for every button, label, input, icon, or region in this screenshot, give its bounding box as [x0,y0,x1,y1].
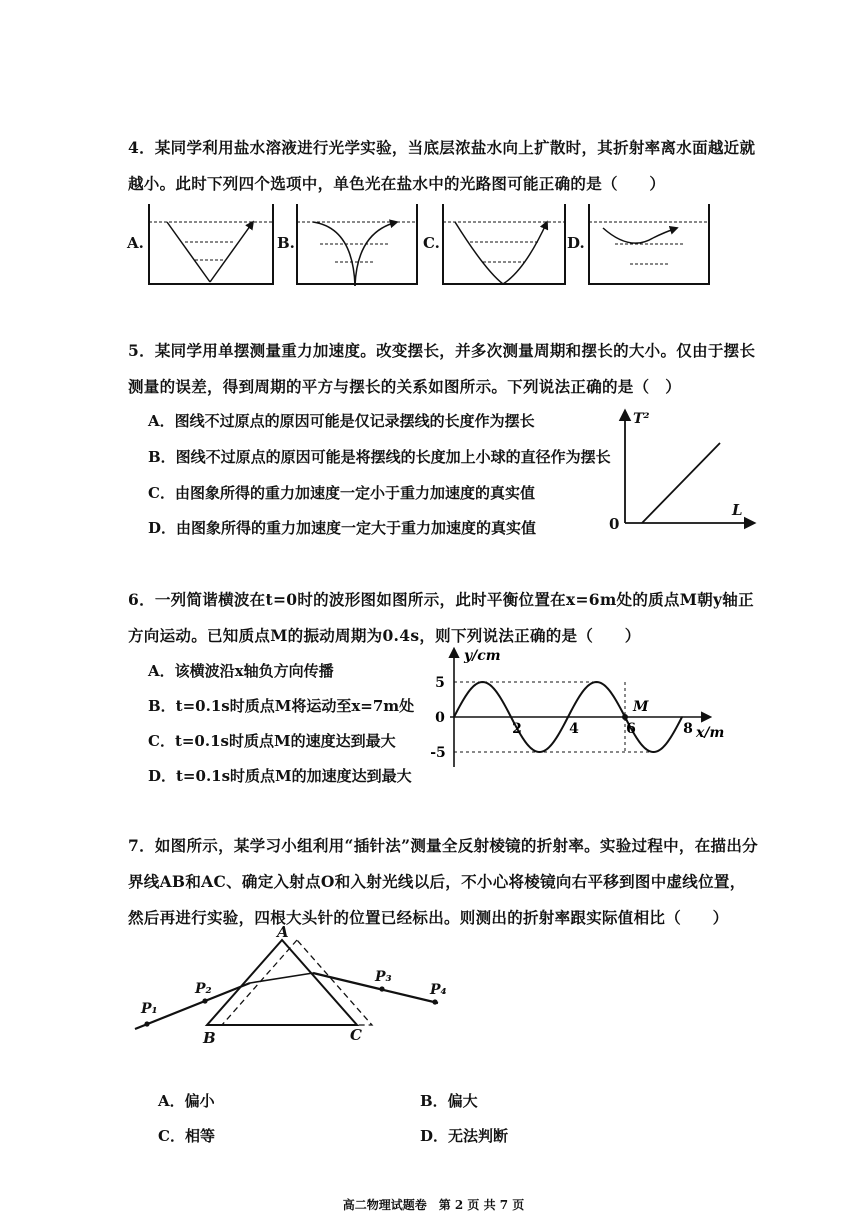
q4-diagram-b [297,204,417,286]
q6-y-axis-label: y/cm [464,648,501,664]
q4-stem-line2: 越小。此时下列四个选项中，单色光在盐水中的光路图可能正确的是（ ） [128,174,666,193]
q6-option-a: A．该横波沿x轴负方向传播 [148,662,334,680]
q6-wave-chart [420,645,730,775]
q6-data-point [567,716,569,718]
q4-diagram-d [589,204,709,284]
q6-y-tick-label: 0 [435,710,445,726]
q4-option-b-label: B. [277,234,295,252]
q7-label-p2: P₂ [195,981,212,997]
q7-stem-line2: 界线AB和AC、确定入射点O和入射光线以后，不小心将棱镜向右平移到图中虚线位置， [128,872,746,891]
q6-x-axis-label: x/m [696,725,725,741]
q6-data-point [510,716,512,718]
q4-option-a-label: A. [127,234,144,252]
q6-y-tick-label: 5 [435,675,445,691]
q6-x-tick-label: 4 [569,721,579,737]
q6-data-point [681,716,683,718]
q6-option-b: B．t=0.1s时质点M将运动至x=7m处 [148,697,415,715]
q7-option-c: C．相等 [158,1127,215,1145]
q6-data-point [539,751,541,753]
q5-y-label: T² [633,411,650,427]
q7-option-a: A．偏小 [158,1092,215,1110]
q5-stem-line2: 测量的误差，得到周期的平方与摆长的关系如图所示。下列说法正确的是（ ） [128,377,682,396]
q5-option-d: D．由图象所得的重力加速度一定大于重力加速度的真实值 [148,519,537,537]
q7-label-p4: P₄ [430,982,447,998]
q7-label-b: B [203,1029,216,1047]
q7-label-p1: P₁ [141,1001,158,1017]
q4-figure-row [125,200,725,292]
q6-point-m [622,714,628,720]
q6-x-tick-label: 6 [626,721,636,737]
q5-option-c: C．由图象所得的重力加速度一定小于重力加速度的真实值 [148,484,535,502]
q6-stem-line2: 方向运动。已知质点M的振动周期为0.4s，则下列说法正确的是（ ） [128,626,641,645]
q6-point-m-label: M [633,699,649,715]
q7-label-a: A [277,923,289,941]
q4-option-c-label: C. [423,234,440,252]
q6-option-d: D．t=0.1s时质点M的加速度达到最大 [148,767,412,785]
q7-label-p3: P₃ [375,969,392,985]
q6-wave-chart-svg [420,645,730,775]
q7-pin-p1 [144,1021,149,1026]
q7-internal-ray [250,973,313,983]
q6-y-tick-label: -5 [430,745,446,761]
q6-data-point [596,681,598,683]
q7-pin-p2 [202,998,207,1003]
q6-data-point [653,751,655,753]
q5-origin-label: 0 [609,515,620,533]
q6-data-point [453,716,455,718]
q7-stem-line3: 然后再进行实验，四根大头针的位置已经标出。则测出的折射率跟实际值相比（ ） [128,908,729,927]
q4-diagram-a [149,204,273,284]
q7-pin-p4 [432,999,437,1004]
q5-plot-line [642,443,720,523]
q7-stem-line1: 7．如图所示，某学习小组利用“插针法”测量全反射棱镜的折射率。实验过程中，在描出分 [128,836,758,855]
q7-option-d: D．无法判断 [420,1127,509,1145]
q6-x-tick-label: 2 [512,721,522,737]
q6-data-point [482,681,484,683]
q6-option-c: C．t=0.1s时质点M的速度达到最大 [148,732,396,750]
q4-option-d-label: D. [567,234,585,252]
q5-graph [600,405,760,535]
q7-prism-figure [125,925,465,1050]
q5-option-a: A．图线不过原点的原因可能是仅记录摆线的长度作为摆长 [148,412,535,430]
q4-diagram-c [443,204,565,284]
q7-option-b: B．偏大 [420,1092,478,1110]
q5-stem-line1: 5．某同学用单摆测量重力加速度。改变摆长，并多次测量周期和摆长的大小。仅由于摆长 [128,341,756,360]
q7-label-c: C [350,1026,362,1044]
q5-x-label: L [732,501,743,519]
page-footer: 高二物理试题卷 第 2 页 共 7 页 [342,1198,525,1212]
q5-option-b: B．图线不过原点的原因可能是将摆线的长度加上小球的直径作为摆长 [148,448,611,466]
q4-stem-line1: 4．某同学利用盐水溶液进行光学实验，当底层浓盐水向上扩散时，其折射率离水面越近就 [128,138,756,157]
q7-pin-p3 [379,986,384,991]
q7-prism-svg [125,925,465,1050]
q6-stem-line1: 6．一列简谐横波在t=0时的波形图如图所示，此时平衡位置在x=6m处的质点M朝y轴正 [128,590,754,609]
q6-x-tick-label: 8 [683,721,693,737]
